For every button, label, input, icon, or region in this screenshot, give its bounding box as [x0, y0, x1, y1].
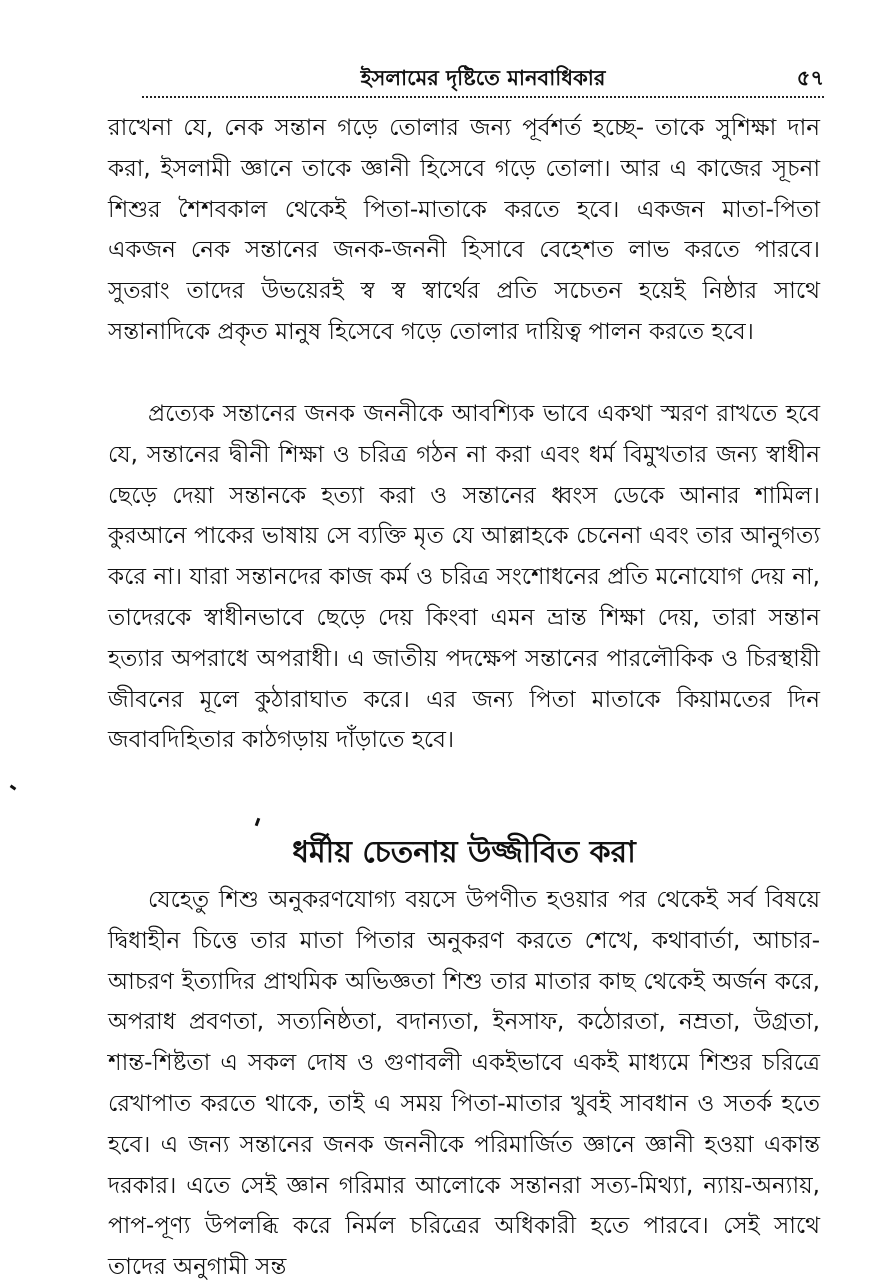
section-heading: ধর্মীয় চেতনায় উজ্জীবিত করা: [292, 835, 636, 870]
page-number: ৫৭: [796, 66, 824, 90]
paragraph-3: যেহেতু শিশু অনুকরণযোগ্য বয়সে উপণীত হওয়ার পর থেকেই সর্ব বিষয়ে দ্বিধাহীন চিত্তে তার মাতা পিতার অনুকরণ করতে শেখে, কথাবার্তা, আচার-আচরণ ইত্যাদির প্রাথমিক অভিজ্ঞতা শিশু তার মাতার কাছ থেকেই অর্জন করে, অপরাধ প্রবণতা, সত্যনিষ্ঠতা, বদান্যতা, ইনসাফ, কঠোরতা, নম্রতা, উগ্রতা, শান্ত-শিষ্টতা এ সকল দোষ ও গুণাবলী একইভাবে একই মাধ্যমে শিশুর চরিত্রে রেখাপাত করতে থাকে, তাই এ সময় পিতা-মাতার খুবই সাবধান ও সতর্ক হতে হবে। এ জন্য সন্তানের জনক জননীকে পরিমার্জিত জ্ঞানে জ্ঞানী হওয়া একান্ত দরকার। এতে সেই জ্ঞান গরিমার আলোকে সন্তানরা সত্য-মিথ্যা, ন্যায়-অন্যায়, পাপ-পূণ্য উপলব্ধি করে নির্মল চরিত্রের অধিকারী হতে পারবে। সেই সাথে তাদের অনুগামী সন্ত: [108, 887, 820, 1281]
ink-speck: [10, 785, 17, 791]
paragraph-1: রাখেনা যে, নেক সন্তান গড়ে তোলার জন্য পূর্বশর্ত হচ্ছে- তাকে সুশিক্ষা দান করা, ইসলামী জ্ঞানে তাকে জ্ঞানী হিসেবে গড়ে তোলা। আর এ কাজের সূচনা শিশুর শৈশবকাল থেকেই পিতা-মাতাকে করতে হবে। একজন মাতা-পিতা একজন নেক সন্তানের জনক-জননী হিসাবে বেহেশত লাভ করতে পারবে। সুতরাং তাদের উভয়েরই স্ব স্ব স্বার্থের প্রতি সচেতন হয়েই নিষ্ঠার সাথে সন্তানাদিকে প্রকৃত মানুষ হিসেবে গড়ে তোলার দায়িত্ব পালন করতে হবে।: [108, 115, 820, 345]
header-dotted-rule: [142, 96, 824, 98]
ink-speck: [255, 818, 261, 827]
header-title: ইসলামের দৃষ্টিতে মানবাধিকার: [360, 66, 606, 90]
running-header: [142, 58, 824, 98]
paragraph-2: প্রত্যেক সন্তানের জনক জননীকে আবশ্যিক ভাবে একথা স্মরণ রাখতে হবে যে, সন্তানের দ্বীনী শিক্ষা ও চরিত্র গঠন না করা এবং ধর্ম বিমুখতার জন্য স্বাধীন ছেড়ে দেয়া সন্তানকে হত্যা করা ও সন্তানের ধ্বংস ডেকে আনার শামিল। কুরআনে পাকের ভাষায় সে ব্যক্তি মৃত যে আল্লাহকে চেনেনা এবং তার আনুগত্য করে না। যারা সন্তানদের কাজ কর্ম ও চরিত্র সংশোধনের প্রতি মনোযোগ দেয় না, তাদেরকে স্বাধীনভাবে ছেড়ে দেয় কিংবা এমন ভ্রান্ত শিক্ষা দেয়, তারা সন্তান হত্যার অপরাধে অপরাধী। এ জাতীয় পদক্ষেপ সন্তানের পারলৌকিক ও চিরস্থায়ী জীবনের মূলে কুঠারাঘাত করে। এর জন্য পিতা মাতাকে কিয়ামতের দিন জবাবদিহিতার কাঠগড়ায় দাঁড়াতে হবে।: [108, 401, 820, 754]
